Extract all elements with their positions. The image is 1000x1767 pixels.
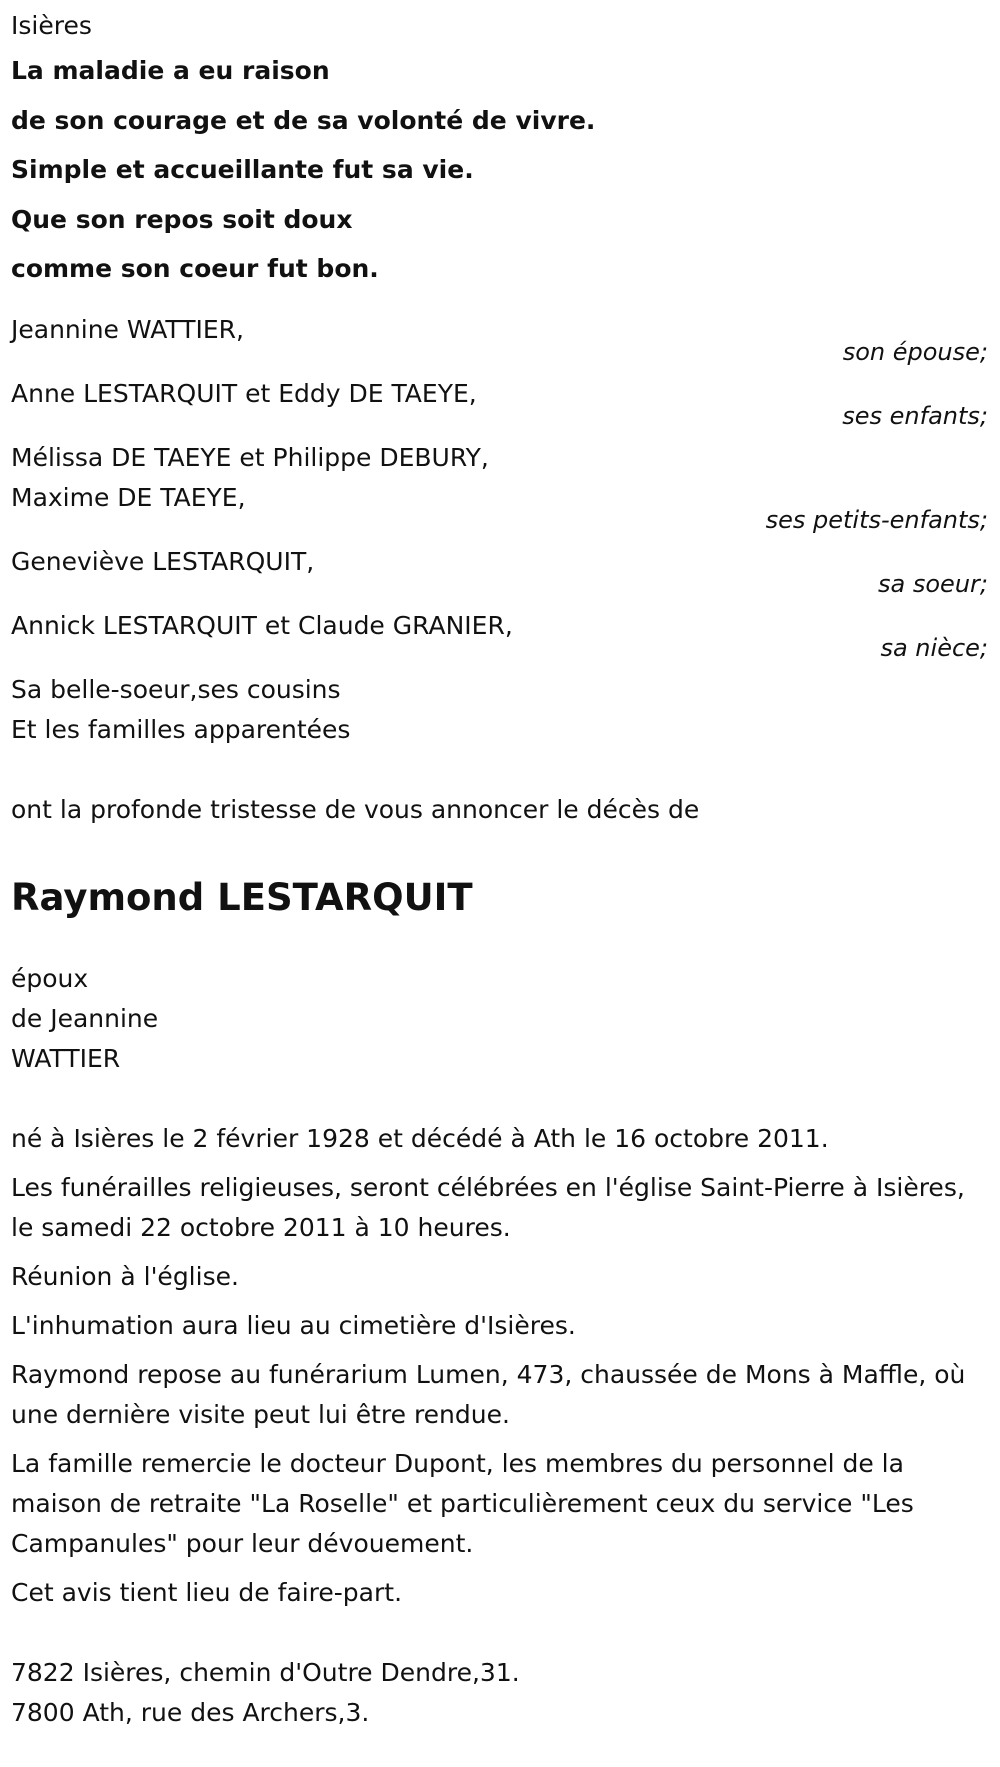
details-block [11, 1119, 988, 1613]
family-name: Geneviève LESTARQUIT, [11, 546, 315, 576]
other-relatives [11, 670, 988, 750]
family-group-niece [11, 606, 988, 662]
spouse-line: WATTIER [11, 1043, 121, 1073]
family-name: Anne LESTARQUIT et Eddy DE TAEYE, [11, 378, 477, 408]
burial-paragraph: L'inhumation aura lieu au cimetière d'Isières. [11, 1310, 576, 1340]
verse-block [11, 46, 988, 294]
funeral-paragraph: Les funérailles religieuses, seront célébrées en l'église Saint-Pierre à Isières, le samedi 22 octobre 2011 à 10 heures. [11, 1172, 965, 1242]
family-group-children [11, 374, 988, 430]
announcement [11, 790, 988, 830]
address-line: 7800 Ath, rue des Archers,3. [11, 1697, 370, 1727]
family-relation: ses petits-enfants; [765, 505, 988, 534]
family-relation: son épouse; [842, 337, 988, 366]
address-line: 7822 Isières, chemin d'Outre Dendre,31. [11, 1657, 520, 1687]
spouse-line: époux [11, 963, 89, 993]
meeting-paragraph: Réunion à l'église. [11, 1261, 239, 1291]
thanks-paragraph: La famille remercie le docteur Dupont, les membres du personnel de la maison de retraite "La Roselle" et particulièrement ceux du service "Les Campanules" pour leur dévouement. [11, 1448, 914, 1558]
family-relation: ses enfants; [842, 401, 988, 430]
deceased-name: Raymond LESTARQUIT [11, 875, 473, 919]
spouse-block [11, 959, 988, 1079]
family-relation: sa soeur; [878, 569, 988, 598]
family-name: Jeannine WATTIER, [11, 314, 244, 344]
spouse-line: de Jeannine [11, 1003, 159, 1033]
family-group-spouse [11, 310, 988, 366]
addresses-block [11, 1653, 988, 1733]
verse-line: comme son coeur fut bon. [11, 254, 379, 283]
family-group-grandchildren [11, 438, 988, 534]
family-group-sister [11, 542, 988, 598]
verse-line: Que son repos soit doux [11, 204, 353, 234]
family-relation: sa nièce; [880, 633, 988, 662]
place-header: Isières [11, 11, 92, 40]
verse-line: La maladie a eu raison [11, 56, 330, 85]
family-name: Annick LESTARQUIT et Claude GRANIER, [11, 610, 513, 640]
other-relatives-line: Et les familles apparentées [11, 714, 351, 744]
birth-death-line: né à Isières le 2 février 1928 et décédé à Ath le 16 octobre 2011. [11, 1123, 829, 1153]
family-name: Maxime DE TAEYE, [11, 482, 246, 512]
announcement-text: ont la profonde tristesse de vous annoncer le décès de [11, 794, 700, 824]
other-relatives-line: Sa belle-soeur,ses cousins [11, 674, 341, 704]
notice-paragraph: Cet avis tient lieu de faire-part. [11, 1577, 403, 1607]
family-name: Mélissa DE TAEYE et Philippe DEBURY, [11, 442, 489, 472]
verse-line: Simple et accueillante fut sa vie. [11, 155, 474, 184]
verse-line: de son courage et de sa volonté de vivre. [11, 105, 596, 135]
funeral-home-paragraph: Raymond repose au funérarium Lumen, 473, chaussée de Mons à Maffle, où une dernière visite peut lui être rendue. [11, 1359, 966, 1429]
